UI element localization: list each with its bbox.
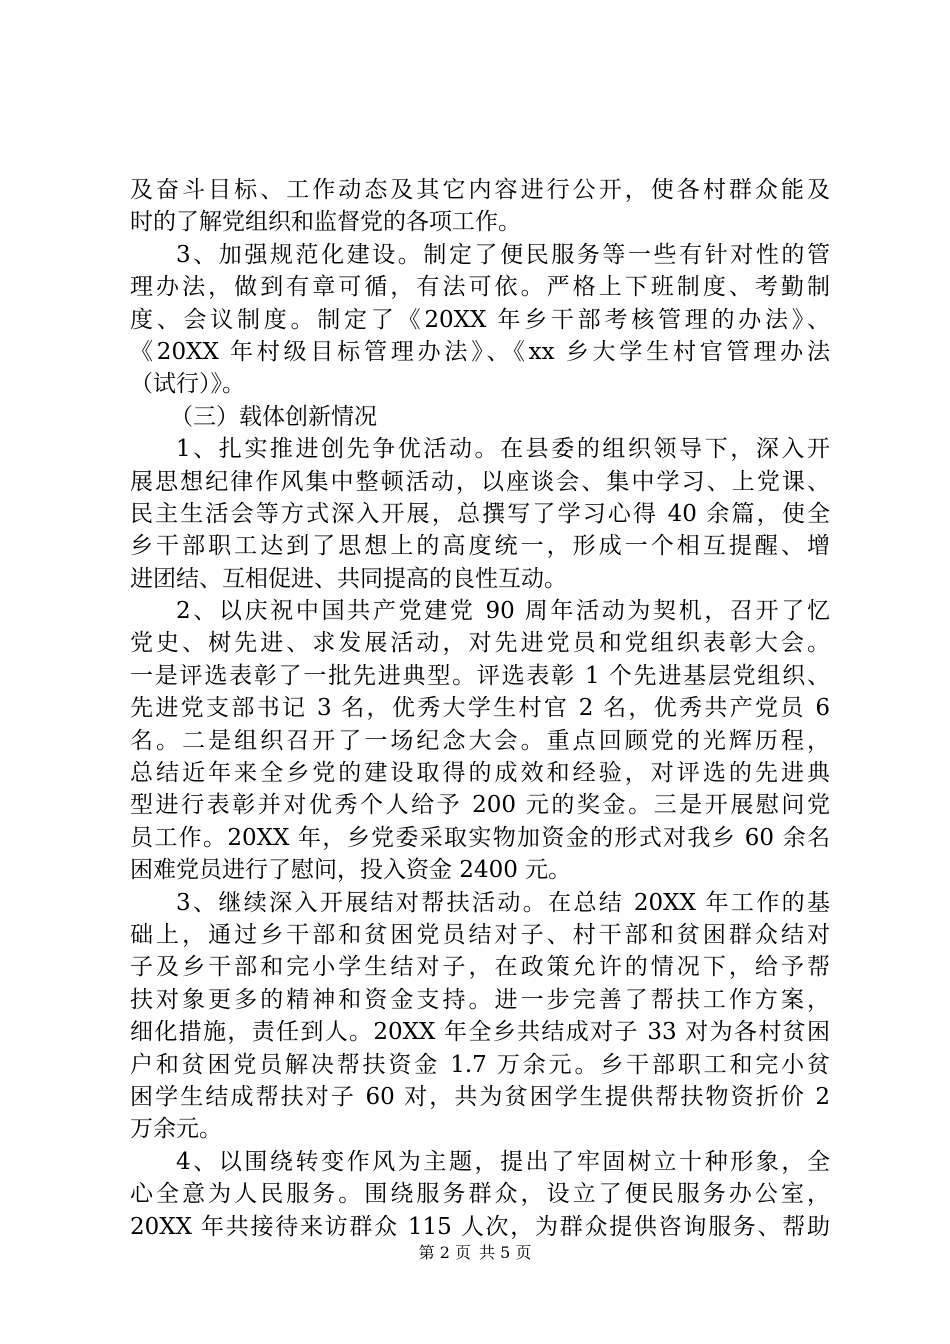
text-line: 度、会议制度。制定了《20XX 年乡干部考核管理的办法》、	[130, 306, 830, 333]
text-line: 党史、树先进、求发展活动，对先进党员和党组织表彰大会。	[130, 630, 830, 657]
text-line: 户和贫困党员解决帮扶资金 1.7 万余元。乡干部职工和完小贫	[130, 1051, 830, 1078]
text-line: 型进行表彰并对优秀个人给予 200 元的奖金。三是开展慰问党	[130, 792, 830, 819]
text-line: 总结近年来全乡党的建设取得的成效和经验，对评选的先进典	[130, 760, 830, 787]
text-line: 《20XX 年村级目标管理办法》、《xx 乡大学生村官管理办法	[130, 338, 830, 365]
text-line: 困难党员进行了慰问，投入资金 2400 元。	[130, 857, 572, 884]
page-total: 共 5 页	[479, 1243, 532, 1262]
text-line: 3、继续深入开展结对帮扶活动。在总结 20XX 年工作的基	[176, 889, 830, 916]
page-number: 第 2 页	[418, 1243, 471, 1262]
text-line: 4、以围绕转变作风为主题，提出了牢固树立十种形象，全	[176, 1148, 830, 1175]
text-line: 名。二是组织召开了一场纪念大会。重点回顾党的光辉历程，	[130, 727, 830, 754]
text-line: 时的了解党组织和监督党的各项工作。	[130, 209, 521, 236]
text-line: 员工作。20XX 年，乡党委采取实物加资金的形式对我乡 60 余名	[130, 824, 830, 851]
text-line: 1、扎实推进创先争优活动。在县委的组织领导下，深入开	[176, 436, 830, 463]
text-line: 一是评选表彰了一批先进典型。评选表彰 1 个先进基层党组织、	[130, 662, 830, 689]
text-line: 20XX 年共接待来访群众 115 人次，为群众提供咨询服务、帮助	[130, 1213, 830, 1240]
text-line: 础上，通过乡干部和贫困党员结对子、村干部和贫困群众结对	[130, 921, 830, 948]
text-line: 心全意为人民服务。围绕服务群众，设立了便民服务办公室，	[130, 1181, 830, 1208]
text-line: 2、以庆祝中国共产党建党 90 周年活动为契机，召开了忆	[176, 598, 830, 625]
text-line: 乡干部职工达到了思想上的高度统一，形成一个相互提醒、增	[130, 533, 830, 560]
text-line: 困学生结成帮扶对子 60 对，共为贫困学生提供帮扶物资折价 2	[130, 1083, 830, 1110]
document-body	[130, 174, 830, 1243]
text-line: 先进党支部书记 3 名，优秀大学生村官 2 名，优秀共产党员 6	[130, 695, 830, 722]
section-heading: （三）载体创新情况	[170, 403, 377, 430]
text-line: （试行）》。	[130, 371, 245, 398]
text-line: 3、加强规范化建设。制定了便民服务等一些有针对性的管	[176, 241, 830, 268]
text-line: 万余元。	[130, 1116, 222, 1143]
text-line: 进团结、互相促进、共同提高的良性互动。	[130, 565, 567, 592]
text-line: 子及乡干部和完小学生结对子，在政策允许的情况下，给予帮	[130, 954, 830, 981]
text-line: 民主生活会等方式深入开展，总撰写了学习心得 40 余篇，使全	[130, 500, 830, 527]
text-line: 理办法，做到有章可循，有法可依。严格上下班制度、考勤制	[130, 274, 830, 301]
text-line: 细化措施，责任到人。20XX 年全乡共结成对子 33 对为各村贫困	[130, 1019, 830, 1046]
text-line: 展思想纪律作风集中整顿活动，以座谈会、集中学习、上党课、	[130, 468, 830, 495]
page-footer	[0, 1243, 950, 1263]
text-line: 扶对象更多的精神和资金支持。进一步完善了帮扶工作方案，	[130, 986, 830, 1013]
text-line: 及奋斗目标、工作动态及其它内容进行公开，使各村群众能及	[130, 177, 830, 203]
